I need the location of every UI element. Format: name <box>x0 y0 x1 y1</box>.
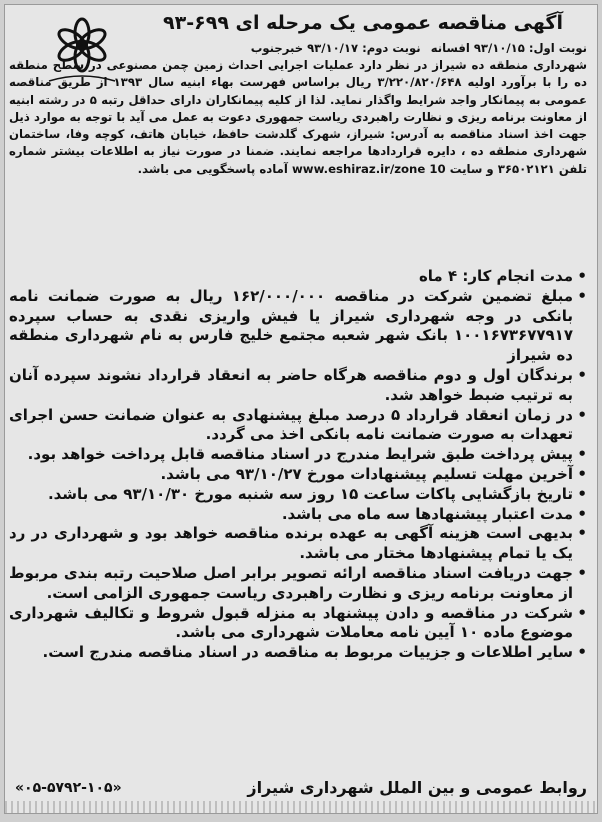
tender-notice <box>4 4 598 814</box>
conditions-list <box>9 267 587 663</box>
list-item: • آخرین مهلت تسلیم پیشنهادات مورخ ۹۳/۱۰/۲۷ می باشد. <box>9 465 587 485</box>
list-item: • مبلغ تضمین شرکت در مناقصه ۱۶۲/۰۰۰/۰۰۰ ریال به صورت ضمانت نامه بانکی در وجه شهرداری شیراز یا فیش واریزی نقدی به حساب سپرده ۱۰۰۱۶۷۳۶۷۷۹۱۷ بانک شهر شعبه مجتمع خلیج فارس به نام شهرداری منطقه ده شیراز <box>9 287 587 366</box>
list-item: • شرکت در مناقصه و دادن پیشنهاد به منزله قبول شروط و تکالیف شهرداری موضوع ماده ۱۰ آیین نامه معاملات شهرداری می باشد. <box>9 604 587 644</box>
list-item: • سایر اطلاعات و جزییات مربوط به مناقصه در اسناد مناقصه مندرج است. <box>9 643 587 663</box>
list-item: • مدت انجام کار: ۴ ماه <box>9 267 587 287</box>
list-item: • برندگان اول و دوم مناقصه هرگاه حاضر به انعقاد قرارداد نشوند سپرده آنان به ترتیب ضبط خواهد شد. <box>9 366 587 406</box>
list-item: • مدت اعتبار پیشنهادها سه ماه می باشد. <box>9 505 587 525</box>
list-item: • تاریخ بازگشایی پاکات ساعت ۱۵ روز سه شنبه مورخ ۹۳/۱۰/۳۰ می باشد. <box>9 485 587 505</box>
list-item: • پیش پرداخت طبق شرایط مندرج در اسناد مناقصه قابل پرداخت خواهد بود. <box>9 445 587 465</box>
intro-text: شهرداری منطقه ده شیراز در نظر دارد عملیات اجرایی احداث زمین چمن مصنوعی در سطح منطقه ده را با برآورد اولیه ۳/۲۲۰/۸۲۰/۶۴۸ ریال براساس فهرست بهاء ابنیه سال ۱۳۹۳ از طریق مناقصه عمومی به پیمانکار واجد شرایط واگذار نماید. لذا از کلیه پیمانکاران دارای حداقل رتبه ۵ در رشته ابنیه از معاونت برنامه ریزی و نظارت راهبردی ریاست جمهوری دعوت به عمل می آید با توجه به موارد ذیل جهت اخذ اسناد مناقصه به آدرس: شیراز، شهرک گلدشت حافظ، خیابان هاتف، کوچه وفا، ساختمان شهرداری منطقه ده ، دایره قراردادها مراجعه نمایند. ضمنا در صورت نیاز به اطلاعات بیشتر شماره تلفن ۳۶۵۰۲۱۲۱ و سایت www.eshiraz.ir/zone 10 آماده پاسخگویی می باشد. <box>9 58 587 176</box>
list-item: • بدیهی است هزینه آگهی به عهده برنده مناقصه خواهد بود و شهرداری در رد یک یا تمام پیشنهادها مختار می باشد. <box>9 524 587 564</box>
list-item: • در زمان انعقاد قرارداد ۵ درصد مبلغ پیشنهادی به عنوان ضمانت حسن اجرای تعهدات به صورت ضمانت نامه بانکی اخذ می گردد. <box>9 406 587 446</box>
publisher-name: روابط عمومی و بین الملل شهرداری شیراز <box>247 778 587 797</box>
intro-paragraph <box>9 57 587 178</box>
notice-title: آگهی مناقصه عمومی یک مرحله ای ۶۹۹-۹۳ <box>163 12 563 34</box>
first-round: نوبت اول: ۹۳/۱۰/۱۵ افسانه <box>430 41 587 55</box>
list-item: • جهت دریافت اسناد مناقصه ارائه تصویر برابر اصل صلاحیت رتبه بندی مربوط از معاونت برنامه ریزی و نظارت راهبردی ریاست جمهوری الزامی است. <box>9 564 587 604</box>
notice-code: «۰۵-۵۷۹۲-۱۰۵» <box>15 780 122 796</box>
page-edge-divider <box>5 801 597 813</box>
second-round: نوبت دوم: ۹۳/۱۰/۱۷ خبرجنوب <box>250 41 421 55</box>
signature-footer <box>15 777 587 799</box>
publication-rounds <box>127 39 587 57</box>
